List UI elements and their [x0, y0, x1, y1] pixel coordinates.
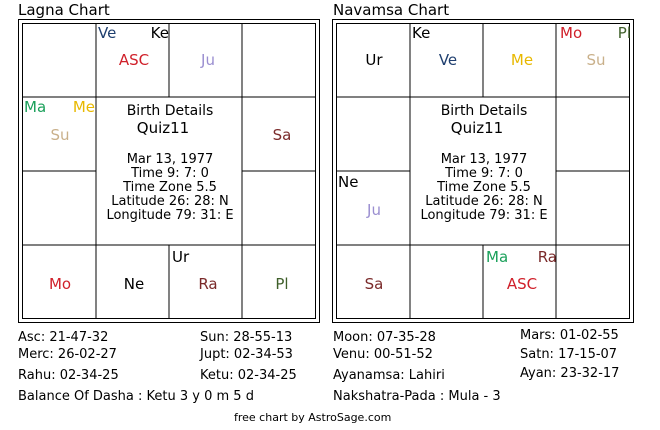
- house-top-left: [337, 24, 411, 98]
- nakshatra-pada: Nakshatra-Pada : Mula - 3: [333, 389, 501, 404]
- house-top-mid-right: [171, 24, 245, 98]
- planet-ma: Ma: [486, 248, 509, 266]
- planet-asc: ASC: [118, 51, 150, 69]
- house-bottom-left: [337, 248, 411, 322]
- planet-pl: Pl: [275, 275, 289, 293]
- planet-mo: Mo: [560, 24, 583, 42]
- planet-ra: Ra: [198, 275, 218, 293]
- planet-ur: Ur: [365, 51, 383, 69]
- planet-ne: Ne: [123, 275, 145, 293]
- birth-details-heading: Birth Details: [440, 103, 528, 119]
- time-zone: Time Zone 5.5: [437, 180, 531, 195]
- mars-degree: Mars: 01-02-55: [520, 328, 619, 343]
- planet-asc: ASC: [506, 275, 538, 293]
- house-bottom-right: [245, 248, 319, 322]
- house-top-right: [559, 24, 633, 98]
- ketu-degree: Ketu: 02-34-25: [200, 368, 297, 383]
- birth-details-heading: Birth Details: [126, 103, 214, 119]
- planet-pl: Pl: [617, 24, 631, 42]
- planet-sa: Sa: [364, 275, 384, 293]
- house-bottom-mid-left: [97, 248, 171, 322]
- venu-degree: Venu: 00-51-52: [333, 347, 433, 362]
- birth-date: Mar 13, 1977: [440, 152, 528, 167]
- footer-credit: free chart by AstroSage.com: [234, 411, 392, 424]
- latitude: Latitude 26: 28: N: [425, 194, 543, 209]
- house-top-mid-left: [97, 24, 171, 98]
- planet-ur: Ur: [172, 248, 190, 266]
- chart-name: Quiz11: [136, 119, 190, 137]
- house-top-mid-right: [485, 24, 559, 98]
- chart-name: Quiz11: [450, 119, 504, 137]
- planet-ju: Ju: [367, 200, 381, 219]
- latitude: Latitude 26: 28: N: [111, 194, 229, 209]
- birth-date: Mar 13, 1977: [126, 152, 214, 167]
- birth-time: Time 9: 7: 0: [131, 166, 209, 181]
- moon-degree: Moon: 07-35-28: [333, 330, 436, 345]
- house-bottom-left: [23, 248, 97, 322]
- planet-ke: Ke: [150, 24, 169, 42]
- satn-degree: Satn: 17-15-07: [520, 347, 618, 362]
- longitude: Longitude 79: 31: E: [420, 208, 548, 223]
- ayanamsa-type: Ayanamsa: Lahiri: [333, 368, 445, 383]
- birth-time: Time 9: 7: 0: [445, 166, 523, 181]
- ayan-degree: Ayan: 23-32-17: [520, 366, 620, 381]
- planet-ju: Ju: [201, 51, 215, 69]
- house-left-bottom: [337, 173, 411, 248]
- planet-ne: Ne: [338, 173, 359, 191]
- planet-ke: Ke: [412, 24, 431, 42]
- house-bottom-mid-right: [171, 248, 245, 322]
- navamsa-chart-title: Navamsa Chart: [333, 1, 450, 19]
- planet-me: Me: [510, 51, 534, 69]
- planet-sa: Sa: [272, 125, 292, 144]
- planet-su: Su: [586, 51, 606, 69]
- rahu-degree: Rahu: 02-34-25: [18, 368, 119, 383]
- time-zone: Time Zone 5.5: [123, 180, 217, 195]
- lagna-chart-title: Lagna Chart: [18, 1, 110, 19]
- planet-ra: Ra: [537, 248, 557, 266]
- asc-degree: Asc: 21-47-32: [18, 330, 109, 345]
- planet-ma: Ma: [24, 98, 47, 116]
- house-right-top: [245, 98, 319, 173]
- navamsa-birth-details: [410, 104, 558, 223]
- house-bottom-mid-right: [485, 248, 559, 322]
- planet-me: Me: [72, 98, 95, 116]
- planet-mo: Mo: [48, 275, 72, 293]
- lagna-birth-details: [96, 104, 244, 223]
- house-top-mid-left: [411, 24, 485, 98]
- merc-degree: Merc: 26-02-27: [18, 347, 117, 362]
- longitude: Longitude 79: 31: E: [106, 208, 234, 223]
- dasha-balance: Balance Of Dasha : Ketu 3 y 0 m 5 d: [18, 389, 254, 404]
- planet-su: Su: [50, 125, 70, 144]
- house-left-top: [23, 98, 97, 173]
- planet-ve: Ve: [98, 24, 117, 42]
- planet-ve: Ve: [438, 51, 458, 69]
- jupt-degree: Jupt: 02-34-53: [200, 347, 293, 362]
- sun-degree: Sun: 28-55-13: [200, 330, 293, 345]
